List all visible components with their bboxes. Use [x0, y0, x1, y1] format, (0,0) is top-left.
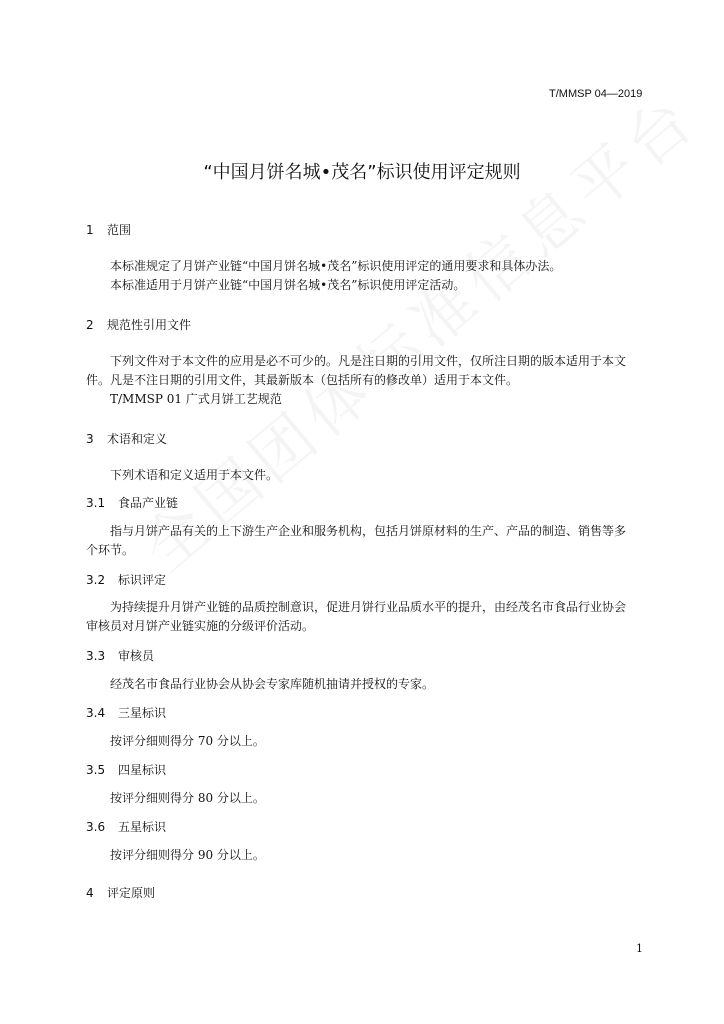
- section-1-heading: [86, 221, 131, 238]
- term-3-1-heading: [86, 494, 178, 511]
- term-title: 标识评定: [118, 573, 167, 587]
- paragraph: 按评分细则得分 90 分以上。: [110, 848, 265, 862]
- term-3-5-heading: [86, 761, 166, 778]
- term-title: 三星标识: [118, 706, 167, 720]
- paragraph: 本标准适用于月饼产业链“中国月饼名城•茂名”标识使用评定活动。: [110, 278, 466, 292]
- standard-code: T/MMSP 04—2019: [549, 88, 643, 100]
- section-number: 3: [86, 432, 94, 446]
- reference-item: T/MMSP 01 广式月饼工艺规范: [110, 392, 282, 406]
- paragraph: 按评分细则得分 80 分以上。: [110, 791, 265, 805]
- term-title: 五星标识: [118, 820, 167, 834]
- term-title: 食品产业链: [118, 496, 179, 510]
- document-title: “中国月饼名城•茂名”标识使用评定规则: [203, 162, 521, 183]
- section-number: 1: [86, 223, 94, 237]
- paragraph: 下列术语和定义适用于本文件。: [110, 468, 279, 482]
- paragraph: 本标准规定了月饼产业链“中国月饼名城•茂名”标识使用评定的通用要求和具体办法。: [110, 259, 562, 273]
- section-title: 术语和定义: [107, 432, 168, 446]
- term-number: 3.6: [86, 820, 106, 834]
- term-number: 3.5: [86, 763, 106, 777]
- term-title: 四星标识: [118, 763, 167, 777]
- section-number: 4: [86, 886, 94, 900]
- paragraph: 件。凡是不注日期的引用文件，其最新版本（包括所有的修改单）适用于本文件。: [86, 373, 519, 387]
- paragraph: 为持续提升月饼产业链的品质控制意识，促进月饼行业品质水平的提升，由经茂名市食品行业协会: [110, 600, 627, 614]
- paragraph: 个环节。: [86, 543, 135, 557]
- term-3-4-heading: [86, 704, 166, 721]
- paragraph: 经茂名市食品行业协会从协会专家库随机抽请并授权的专家。: [110, 677, 435, 691]
- section-3-heading: [86, 430, 167, 447]
- watermark: [120, 70, 713, 588]
- term-3-6-heading: [86, 818, 166, 835]
- term-title: 审核员: [118, 649, 155, 663]
- term-3-2-heading: [86, 571, 166, 588]
- term-number: 3.1: [86, 496, 106, 510]
- section-title: 评定原则: [107, 886, 156, 900]
- section-2-heading: [86, 316, 191, 333]
- section-title: 规范性引用文件: [107, 318, 192, 332]
- section-4-heading: [86, 884, 155, 901]
- section-number: 2: [86, 318, 94, 332]
- section-title: 范围: [107, 223, 132, 237]
- paragraph: 按评分细则得分 70 分以上。: [110, 734, 265, 748]
- paragraph: 指与月饼产品有关的上下游生产企业和服务机构，包括月饼原材料的生产、产品的制造、销售等多: [110, 524, 627, 538]
- paragraph: 审核员对月饼产业链实施的分级评价活动。: [86, 619, 315, 633]
- term-3-3-heading: [86, 647, 154, 664]
- term-number: 3.2: [86, 573, 106, 587]
- paragraph: 下列文件对于本文件的应用是必不可少的。凡是注日期的引用文件，仅所注日期的版本适用于本文: [110, 354, 627, 368]
- page-number: 1: [636, 942, 643, 955]
- term-number: 3.4: [86, 706, 106, 720]
- term-number: 3.3: [86, 649, 106, 663]
